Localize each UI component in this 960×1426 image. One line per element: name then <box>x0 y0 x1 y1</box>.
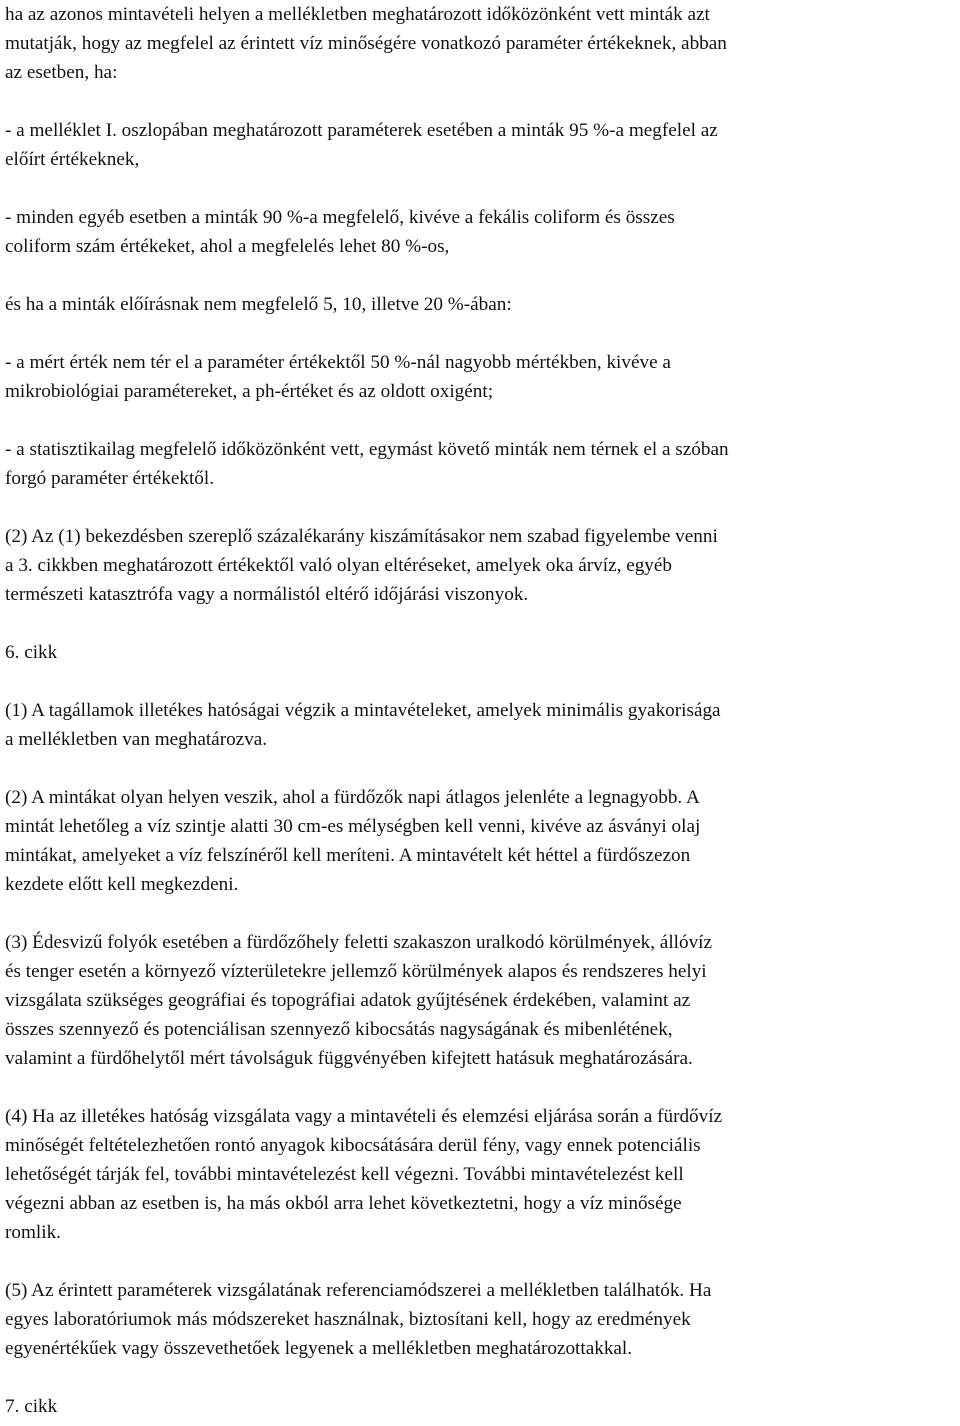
paragraph <box>5 203 957 261</box>
text-line: minőségét feltételezhetően rontó anyagok kibocsátására derül fény, vagy ennek potenciális <box>5 1135 701 1156</box>
document-page <box>5 0 957 1421</box>
article-heading <box>5 1392 957 1421</box>
text-line: 6. cikk <box>5 642 58 663</box>
paragraph <box>5 348 957 406</box>
text-line: - a mért érték nem tér el a paraméter értékektől 50 %-nál nagyobb mértékben, kivéve a <box>5 352 671 373</box>
text-line: és ha a minták előírásnak nem megfelelő 5, 10, illetve 20 %-ában: <box>5 294 512 315</box>
text-line: mutatják, hogy az megfelel az érintett víz minőségére vonatkozó paraméter értékeknek, abban <box>5 33 727 54</box>
text-line: az esetben, ha: <box>5 62 118 83</box>
text-line: (4) Ha az illetékes hatóság vizsgálata vagy a mintavételi és elemzési eljárása során a fürdővíz <box>5 1106 723 1127</box>
paragraph <box>5 928 957 1073</box>
paragraph <box>5 116 957 174</box>
text-line: előírt értékeknek, <box>5 149 140 170</box>
text-line: - minden egyéb esetben a minták 90 %-a megfelelő, kivéve a fekális coliform és összes <box>5 207 675 228</box>
text-line: egyenértékűek vagy összevethetőek legyenek a mellékletben meghatározottakkal. <box>5 1338 633 1359</box>
text-line: (5) Az érintett paraméterek vizsgálatának referenciamódszerei a mellékletben találhatók. Ha <box>5 1280 712 1301</box>
paragraph <box>5 435 957 493</box>
text-line: coliform szám értékeket, ahol a megfelelés lehet 80 %-os, <box>5 236 450 257</box>
text-line: mintát lehetőleg a víz szintje alatti 30 cm-es mélységben kell venni, kivéve az ásványi olaj <box>5 816 701 837</box>
text-line: valamint a fürdőhelytől mért távolságuk függvényében kifejtett hatásuk meghatározására. <box>5 1048 693 1069</box>
text-line: összes szennyező és potenciálisan szennyező kibocsátás nagyságának és mibenlétének, <box>5 1019 673 1040</box>
text-line: romlik. <box>5 1222 61 1243</box>
text-line: forgó paraméter értékektől. <box>5 468 215 489</box>
paragraph <box>5 1276 957 1363</box>
text-line: 7. cikk <box>5 1396 58 1417</box>
text-line: ha az azonos mintavételi helyen a mellékletben meghatározott időközönként vett minták azt <box>5 4 710 25</box>
text-line: természeti katasztrófa vagy a normálistól eltérő időjárási viszonyok. <box>5 584 529 605</box>
text-line: (3) Édesvizű folyók esetében a fürdőzőhely feletti szakaszon uralkodó körülmények, állóvíz <box>5 932 713 953</box>
paragraph <box>5 696 957 754</box>
paragraph <box>5 783 957 899</box>
text-line: mintákat, amelyeket a víz felszínéről kell meríteni. A mintavételt két héttel a fürdőszezon <box>5 845 691 866</box>
text-line: (1) A tagállamok illetékes hatóságai végzik a mintavételeket, amelyek minimális gyakorisága <box>5 700 721 721</box>
text-line: vizsgálata szükséges geográfiai és topográfiai adatok gyűjtésének érdekében, valamint az <box>5 990 691 1011</box>
paragraph <box>5 1102 957 1247</box>
text-line: lehetőségét tárják fel, további mintavételezést kell végezni. További mintavételezést kell <box>5 1164 684 1185</box>
article-heading <box>5 638 957 667</box>
paragraph <box>5 0 957 87</box>
text-line: (2) A mintákat olyan helyen veszik, ahol a fürdőzők napi átlagos jelenléte a legnagyobb. A <box>5 787 700 808</box>
text-line: a mellékletben van meghatározva. <box>5 729 268 750</box>
text-line: (2) Az (1) bekezdésben szereplő százalékarány kiszámításakor nem szabad figyelembe venni <box>5 526 718 547</box>
text-line: a 3. cikkben meghatározott értékektől való olyan eltéréseket, amelyek oka árvíz, egyéb <box>5 555 673 576</box>
text-line: kezdete előtt kell megkezdeni. <box>5 874 239 895</box>
text-line: és tenger esetén a környező vízterületekre jellemző körülmények alapos és rendszeres helyi <box>5 961 707 982</box>
paragraph <box>5 290 957 319</box>
text-line: - a melléklet I. oszlopában meghatározott paraméterek esetében a minták 95 %-a megfelel az <box>5 120 718 141</box>
text-line: - a statisztikailag megfelelő időközönként vett, egymást követő minták nem térnek el a szóban <box>5 439 729 460</box>
paragraph <box>5 522 957 609</box>
text-line: végezni abban az esetben is, ha más okból arra lehet következtetni, hogy a víz minősége <box>5 1193 682 1214</box>
text-line: egyes laboratóriumok más módszereket használnak, biztosítani kell, hogy az eredmények <box>5 1309 691 1330</box>
text-line: mikrobiológiai paramétereket, a ph-értéket és az oldott oxigént; <box>5 381 494 402</box>
